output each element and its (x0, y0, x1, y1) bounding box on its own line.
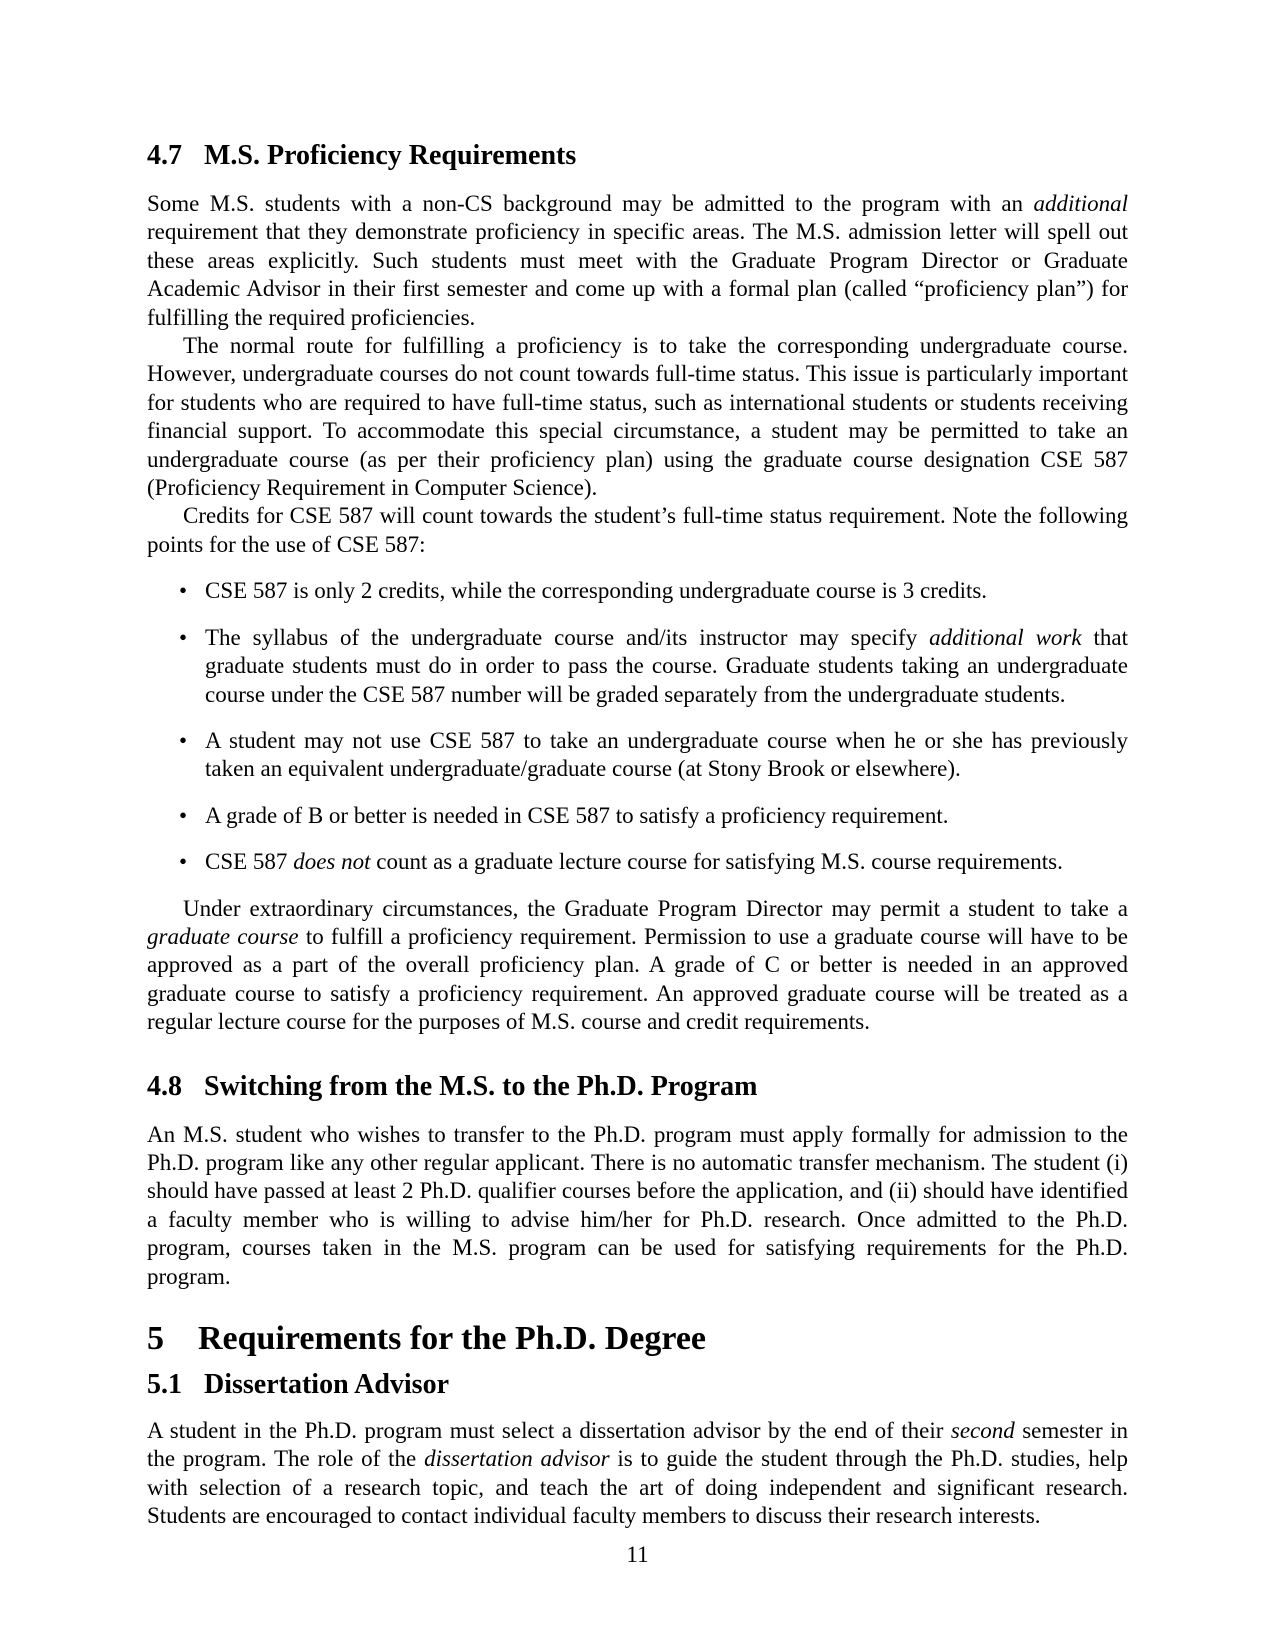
bullet-list (147, 577, 1128, 876)
paragraph-s47-4: Under extraordinary circumstances, the Graduate Program Director may permit a student to take a graduate course to fulfill a proficiency requirement. Permission to use a graduate course will have to be approved as a part of the overall proficiency plan. A grade of C or better is needed in an approved graduate course to satisfy a proficiency requirement. An approved graduate course will be treated as a regular lecture course for the purposes of M.S. course and credit requirements. (147, 895, 1128, 1035)
list-item-text: A student may not use CSE 587 to take an undergraduate course when he or she has previously taken an equivalent undergraduate/graduate course (at Stony Brook or elsewhere). (205, 727, 1128, 782)
list-item-text: A grade of B or better is needed in CSE 587 to satisfy a proficiency requirement. (205, 802, 949, 828)
list-item (147, 624, 1128, 709)
bullet-icon: • (179, 578, 188, 604)
section-heading-4-8 (147, 1071, 1128, 1103)
list-item (147, 848, 1128, 876)
section-heading-5 (147, 1319, 1128, 1359)
page-number: 11 (626, 1542, 649, 1567)
section-number: 4.7 (147, 140, 182, 171)
section-title: M.S. Proficiency Requirements (204, 140, 577, 171)
bullet-icon: • (179, 802, 188, 828)
list-item-text: CSE 587 does not count as a graduate lecture course for satisfying M.S. course requirements. (205, 849, 1063, 875)
bullet-icon: • (179, 624, 188, 650)
bullet-icon: • (179, 727, 188, 753)
paragraph-s47-2: The normal route for fulfilling a proficiency is to take the corresponding undergraduate course. However, undergraduate courses do not count towards full-time status. This issue is particularly important for students who are required to have full-time status, such as international students or students receiving financial support. To accommodate this special circumstance, a student may be permitted to take an undergraduate course (as per their proficiency plan) using the graduate course designation CSE 587 (Proficiency Requirement in Computer Science). (147, 333, 1128, 501)
list-item-text: The syllabus of the undergraduate course and/its instructor may specify additional work that graduate students must do in order to pass the course. Graduate students taking an undergraduate course under the CSE 587 number will be graded separately from the undergraduate students. (205, 624, 1128, 707)
paragraph-s51-1: A student in the Ph.D. program must select a dissertation advisor by the end of their second semester in the program. The role of the dissertation advisor is to guide the student through the Ph.D. studies, help with selection of a research topic, and teach the art of doing independent and significant research. Students are encouraged to contact individual faculty members to discuss their research interests. (147, 1418, 1129, 1529)
section-number: 5 (147, 1320, 164, 1357)
section-title: Dissertation Advisor (204, 1369, 449, 1400)
list-item (147, 802, 1128, 830)
section-heading-5-1 (147, 1369, 1128, 1401)
section-title: Requirements for the Ph.D. Degree (198, 1320, 707, 1357)
section-title: Switching from the M.S. to the Ph.D. Program (204, 1070, 758, 1102)
paragraph-s48-1: An M.S. student who wishes to transfer to the Ph.D. program must apply formally for admission to the Ph.D. program like any other regular applicant. There is no automatic transfer mechanism. The student (i) should have passed at least 2 Ph.D. qualifier courses before the application, and (ii) should have identified a faculty member who is willing to advise him/her for Ph.D. research. Once admitted to the Ph.D. program, courses taken in the M.S. program can be used for satisfying requirements for the Ph.D. program. (147, 1121, 1128, 1289)
list-item (147, 727, 1128, 784)
section-heading-4-7 (147, 140, 1128, 172)
list-item (147, 577, 1128, 605)
section-number: 5.1 (147, 1369, 182, 1400)
paragraph-s47-3: Credits for CSE 587 will count towards the student’s full-time status requirement. Note the following points for the use of CSE 587: (147, 503, 1128, 557)
paragraph-s47-1: Some M.S. students with a non-CS background may be admitted to the program with an additional requirement that they demonstrate proficiency in specific areas. The M.S. admission letter will spell out these areas explicitly. Such students must meet with the Graduate Program Director or Graduate Academic Advisor in their first semester and come up with a formal plan (called “proficiency plan”) for fulfilling the required proficiencies. (147, 191, 1128, 330)
list-item-text: CSE 587 is only 2 credits, while the corresponding undergraduate course is 3 credits. (205, 578, 988, 604)
bullet-icon: • (179, 849, 188, 875)
section-number: 4.8 (147, 1070, 182, 1102)
